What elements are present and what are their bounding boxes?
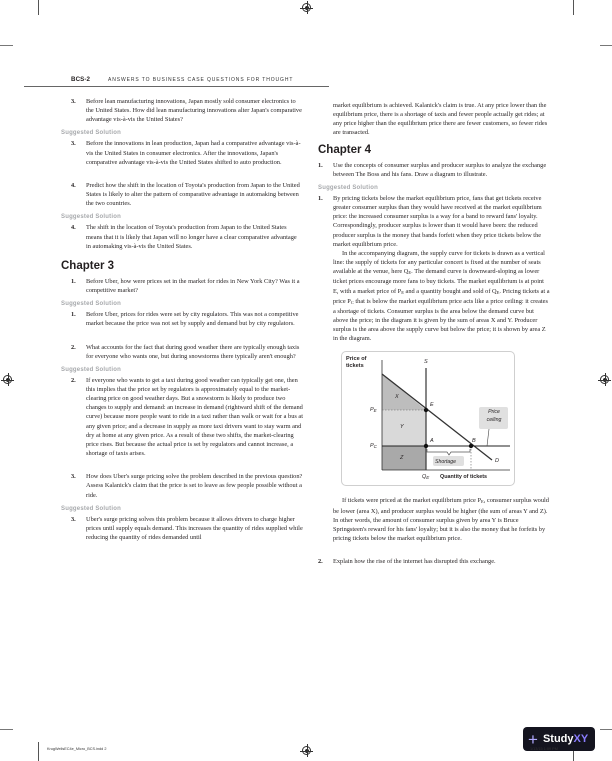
registration-mark-right-icon [600,375,609,384]
running-head [24,76,329,87]
area-z [382,446,426,470]
area-y-label: Y [400,424,404,431]
crop-mark-left-upper [0,45,13,46]
point-b-label: B [472,438,476,445]
answer-ch3-3: 3. Uber's surge pricing solves this problem because it allows drivers to charge higher prices until supply equals demand. This increases the quantity of rides supplied while reducing the quantity of rides demanded until [71,515,303,541]
x-axis-label: Quantity of tickets [440,474,488,481]
plus-icon: + [528,729,538,749]
answer-text: Before Uber, prices for rides were set by city regulators. This was not a competitive market because the price was not set by supply and demand but by city regulators. [86,311,299,328]
left-column [61,97,304,547]
right-column [318,101,550,571]
registration-mark-bottom-icon [302,746,311,755]
running-head-title: ANSWERS TO BUSINESS CASE QUESTIONS FOR THOUGHT [108,76,294,83]
suggested-solution-label: Suggested Solution [318,184,378,191]
question-ch4-1: 1. Use the concepts of consumer surplus and producer surplus to analyze the exchange between The Boss and his fans. Draw a diagram to illustrate. [318,161,547,178]
question-ch3-1: 1. Before Uber, how were prices set in the market for rides in New York City? Was it a competitive market? [71,277,300,295]
question-text: Before lean manufacturing innovations, Japan mostly sold consumer electronics to the United States. How did lean manufacturing innovations alter Japan's comparative advantage vis-à-vis the United States? [86,98,302,124]
y-axis-label: Price of tickets [346,356,367,370]
crop-mark-left-lower [0,729,13,730]
answer-ch3-3-continued [318,101,550,138]
consumer-producer-surplus-diagram [341,351,515,486]
shortage-label: Shortage [435,458,457,465]
crop-mark-top-right [573,0,574,15]
answer-text: Uber's surge pricing solves this problem because it allows drivers to charge higher prices until supply equals demand. This increases the quantity of rides supplied while reducing the quantity of rides demanded until [86,515,303,541]
question-text: Predict how the shift in the location of Toyota's production from Japan to the United States is likely to alter the pattern of comparative advantage in automaking between the two countries. [86,181,300,208]
slug-filename: KrugWellsEC4e_Micro_BCS.indd 2 [47,747,107,751]
area-y [382,410,426,446]
question-ch3-2: 2. What accounts for the fact that during good weather there are typically enough taxis for everyone who wants one, but during snowstorms there typically aren't enough? [71,343,300,360]
qe-label: $Q_E$ [422,474,430,481]
point-e-label: E [430,402,434,409]
pe-label: $P_E$ [370,407,377,414]
question-text: Explain how the rise of the internet has disrupted this exchange. [333,558,496,566]
answer-text: Before the innovations in lean production, Japan had a comparative advantage vis-à-vis the United States in consumer electronics. After the innovations, Japan's comparative advantage vis-à-vis the United States shifted to auto production. [86,140,301,166]
answer-paragraph-2: In the accompanying diagram, the supply curve for tickets is drawn as a vertical line: the supply of tickets for any particular concert is fixed at the number of seats available at the venue, here $Q_E$. The demand curve is downward-sloping as lower ticket prices encourage more fans to buy tickets. The market equilibrium is at point E, with a market price of $P_E$ and a quantity bought and sold of $Q_E$. Pricing tickets at a price $P_C$ that is below the market equilibrium price acts like a price ceiling: it creates a shortage of tickets. Consumer surplus is the area below the demand curve but above the price; in the diagram it is given by the sum of areas X and Y. Producer surplus is the area above the supply curve but below the price; it is shown by area Z in the diagram. [333,249,550,343]
registration-mark-left-icon [3,375,12,384]
chapter-4-heading: Chapter 4 [318,143,372,156]
pc-label: $P_C$ [370,443,377,450]
answer-text: If everyone who wants to get a taxi during good weather can typically get one, then this implies that the price set by regulators is approximately equal to the market-clearing price on good weather days. But a snowstorm is likely to produce two changes to supply and demand: an increase in demand (rightward shift of the demand curve) because more people want to ride in a taxi rather than walk or wait for a bus at any given price; and a decrease in supply as more taxi drivers want to stay warm and dry at home at any given price. As a result of these two shifts, the market-clearing price rises. But because the actual price is set by regulators and cannot increase, a shortage of taxis arises. [86,376,304,458]
answer-text: market equilibrium is achieved. Kalanick's claim is true. At any price lower than the equilibrium price, there is a shortage of taxis and fewer people actually get rides; at any price higher than the equilibrium price there are fewer customers, so fewer rides are transacted. [333,102,548,137]
answer-ch3-1: 1. Before Uber, prices for rides were set by city regulators. This was not a competitive market because the price was not set by supply and demand but by city regulators. [71,311,299,328]
question-ch4-2: 2. Explain how the rise of the internet has disrupted this exchange. [318,558,496,566]
answer-paragraph-1: By pricing tickets below the market equilibrium price, fans that get tickets receive greater consumer surplus than they would have received at the market equilibrium price: the increased consumer surplus is a way for a band to reward fans' loyalty. Correspondingly, producer surplus is lower than it would have been: the reduced producer surplus is the money that bands forfeit when they price tickets below the market equilibrium price. [333,194,542,248]
point-a-label: A [430,438,434,445]
answer-ch4-1: 1. By pricing tickets below the market equilibrium price, fans that get tickets receive greater consumer surplus than they would have received at the market equilibrium price: the increased consumer surplus is a way for a band to reward fans' loyalty. Correspondingly, producer surplus is lower than it would have been: the reduced producer surplus is the money that bands forfeit when they price tickets below the market equilibrium price. In the accompanying diagram, the supply curve for tickets is drawn as a vertical line: the supply of tickets for any particular concert is fixed at the number of seats available at the venue, here $Q_E$. The demand curve is downward-sloping as lower ticket prices encourage more fans to buy tickets. The market equilibrium is at point E, with a market price of $P_E$ and a quantity bought and sold of $Q_E$. Pricing tickets at a price $P_C$ that is below the market equilibrium price acts like a price ceiling: it creates a shortage of tickets. Consumer surplus is the area below the demand curve but above the price; in the diagram it is given by the sum of areas X and Y. Producer surplus is the area above the supply curve but below the price; it is shown by area Z in the diagram. Price of tickets Quantity of tickets S D $P_E$ $P_C$ $Q_E$ E A B X Y Z Shortage Price ceiling If tickets were priced at the market equilibrium price $P_E$, consumer surplus would be lower (area X), and producer surplus would be higher (the sum of areas Y and Z). In other words, the amount of consumer surplus given by area Y is Bruce Springsteen's reward for his fans' loyalty; but it is also the money that he forfeits by pricing tickets below the market equilibrium price. [318,194,550,543]
crop-mark-bottom-left [38,742,39,761]
demand-curve-label: D [495,458,499,465]
answer-ch3-2: 2. If everyone who wants to get a taxi during good weather can typically get one, then this implies that the price set by regulators is approximately equal to the market-clearing price on good weather days. But a snowstorm is likely to produce two changes to supply and demand: an increase in demand (rightward shift of the demand curve) because more people want to ride in a taxi rather than walk or wait for a bus at any given price; and a decrease in supply as more taxi drivers want to stay warm and dry at home at any given price. As a result of these two shifts, the market-clearing price rises. But because the actual price is set by regulators and cannot increase, a shortage of taxis arises. [71,376,304,458]
question-text: What accounts for the fact that during good weather there are typically enough taxis for everyone who wants one, but during snowstorms there typically aren't enough? [86,343,300,360]
answer-ch2-4: 4. The shift in the location of Toyota's production from Japan to the United States means that it is likely that Japan will no longer have a clear comparative advantage in automaking vis-à-vis the United States. [71,224,297,250]
answer-ch2-3: 3. Before the innovations in lean production, Japan had a comparative advantage vis-à-vis the United States in consumer electronics. After the innovations, Japan's comparative advantage vis-à-vis the United States shifted to auto production. [71,140,301,166]
suggested-solution-label: Suggested Solution [61,505,121,512]
area-x-label: X [395,394,399,401]
suggested-solution-label: Suggested Solution [61,301,121,308]
suggested-solution-label: Suggested Solution [61,366,121,373]
slug-datetime: 1/13/15 1:09 PM [530,747,558,751]
page-folio: BCS-2 [71,76,91,83]
question-text: Before Uber, how were prices set in the market for rides in New York City? Was it a competitive market? [86,277,300,295]
crop-mark-right-upper [600,45,612,46]
question-ch2-4: 4. Predict how the shift in the location of Toyota's production from Japan to the United States is likely to alter the pattern of comparative advantage in automaking between the two countries. [71,181,300,208]
studyxy-logo-text: StudyXY [542,733,589,745]
suggested-solution-label: Suggested Solution [61,214,121,221]
chapter-3-heading: Chapter 3 [61,259,115,272]
suggested-solution-label: Suggested Solution [61,130,121,137]
question-text: How does Uber's surge pricing solve the problem described in the previous question? Assess Kalanick's claim that the price is set to leave as few people possible without a ride. [86,473,303,499]
supply-curve-label: S [424,359,428,366]
area-z-label: Z [400,455,404,462]
price-ceiling-label: Price ceiling [486,409,502,423]
crop-mark-top-left [38,0,39,15]
question-ch2-3: 3. Before lean manufacturing innovations, Japan mostly sold consumer electronics to the United States. How did lean manufacturing innovations alter Japan's comparative advantage vis-à-vis the United States? [71,98,302,124]
crop-mark-right-lower [600,729,612,730]
answer-text: The shift in the location of Toyota's production from Japan to the United States means that it is likely that Japan will no longer have a clear comparative advantage in automaking vis-à-vis the United States. [86,224,297,250]
answer-paragraph-3: If tickets were priced at the market equilibrium price $P_E$, consumer surplus would be lower (area X), and producer surplus would be higher (the sum of areas Y and Z). In other words, the amount of consumer surplus given by area Y is Bruce Springsteen's reward for his fans' loyalty; but it is also the money that he forfeits by pricing tickets below the market equilibrium price. [333,497,549,543]
question-ch3-3: 3. How does Uber's surge pricing solve the problem described in the previous question? Assess Kalanick's claim that the price is set to leave as few people possible without a ride. [71,473,303,499]
registration-mark-top-icon [302,3,311,12]
question-text: Use the concepts of consumer surplus and producer surplus to analyze the exchange between The Boss and his fans. Draw a diagram to illustrate. [333,161,547,178]
